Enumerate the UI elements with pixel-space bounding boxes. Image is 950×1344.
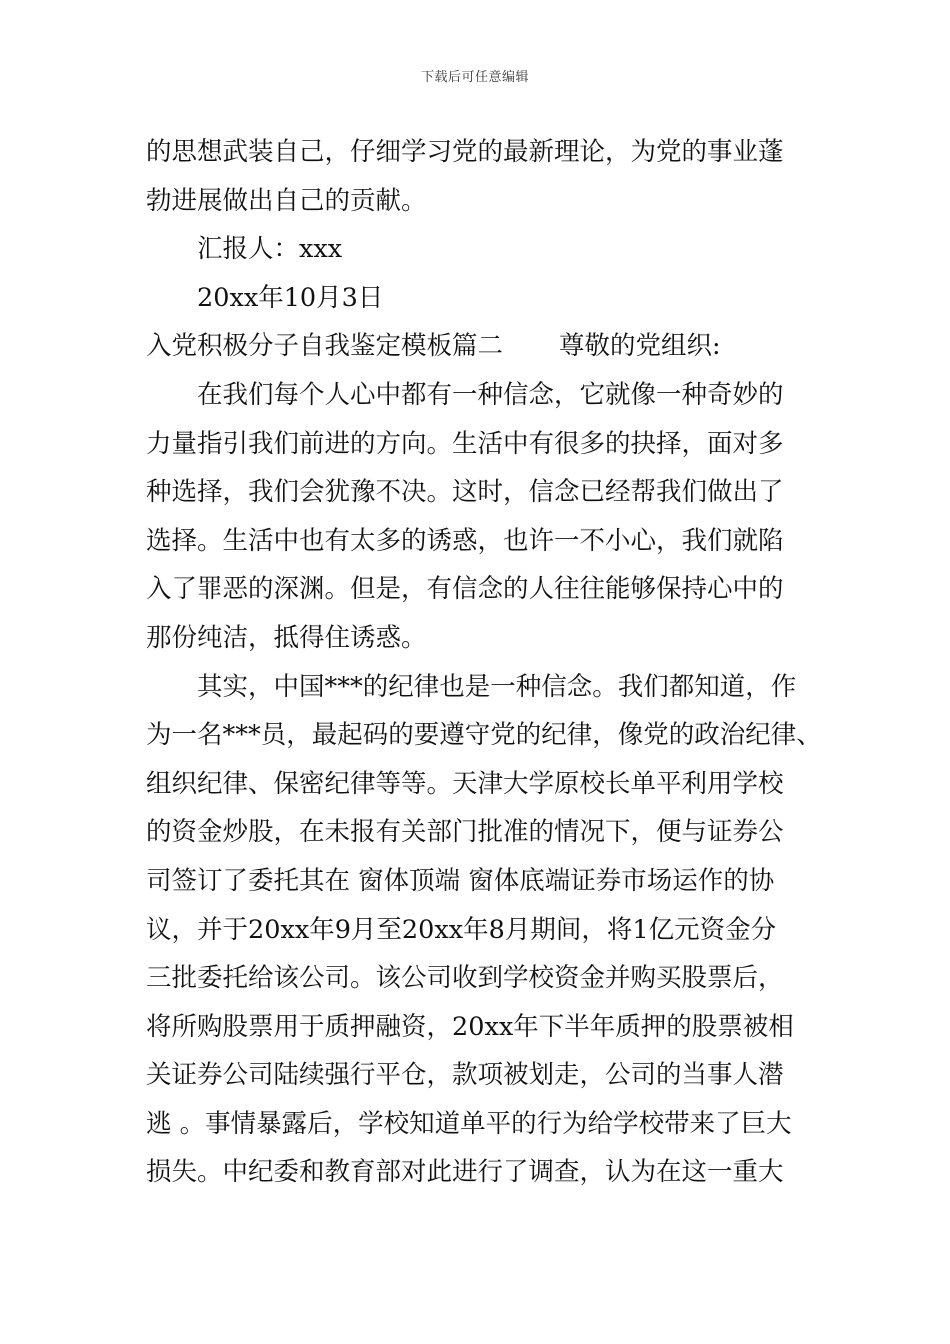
text-line: 选择。生活中也有太多的诱惑，也许一不小心，我们就陷 <box>146 525 784 556</box>
text-line: 那份纯洁，抵得住诱惑。 <box>146 622 427 653</box>
section-title: 入党积极分子自我鉴定模板篇二 <box>146 331 504 362</box>
text-line: 的资金炒股，在未报有关部门批准的情况下，便与证券公 <box>146 817 784 848</box>
paragraph-start-line: 其实，中国***的纪律也是一种信念。我们都知道，作 <box>197 671 797 702</box>
reporter-line: 汇报人：xxx <box>197 234 343 265</box>
salutation: 尊敬的党组织: <box>559 331 721 362</box>
text-line: 力量指引我们前进的方向。生活中有很多的抉择，面对多 <box>146 428 784 459</box>
text-line: 关证券公司陆续强行平仓，款项被划走，公司的当事人潜 <box>146 1060 784 1091</box>
text-line: 逃 。事情暴露后，学校知道单平的行为给学校带来了巨大 <box>146 1108 792 1139</box>
section-heading-line <box>146 322 816 371</box>
text-line: 将所购股票用于质押融资，20xx年下半年质押的股票被相 <box>146 1011 794 1042</box>
text-line: 种选择，我们会犹豫不决。这时，信念已经帮我们做出了 <box>146 477 784 508</box>
text-line: 的思想武装自己，仔细学习党的最新理论，为党的事业蓬 <box>146 137 784 167</box>
document-body <box>146 128 822 1197</box>
paragraph-start-line: 在我们每个人心中都有一种信念，它就像一种奇妙的 <box>197 379 784 410</box>
text-line: 司签订了委托其在 窗体顶端 窗体底端证券市场运作的协 <box>146 865 775 896</box>
text-line: 勃进展做出自己的贡献。 <box>146 185 427 216</box>
text-line: 入了罪恶的深渊。但是，有信念的人往往能够保持心中的 <box>146 574 784 605</box>
text-line: 组织纪律、保密纪律等等。天津大学原校长单平利用学校 <box>146 768 784 799</box>
text-line: 议，并于20xx年9月至20xx年8月期间，将1亿元资金分 <box>146 914 777 945</box>
text-line: 为一名***员，最起码的要遵守党的纪律，像党的政治纪律、 <box>146 720 822 751</box>
text-line: 三批委托给该公司。该公司收到学校资金并购买股票后， <box>146 963 784 994</box>
date-line: 20xx年10月3日 <box>197 282 384 313</box>
text-line: 损失。中纪委和教育部对此进行了调查，认为在这一重大 <box>146 1157 784 1188</box>
page-header: 下载后可任意编辑 <box>420 70 529 85</box>
